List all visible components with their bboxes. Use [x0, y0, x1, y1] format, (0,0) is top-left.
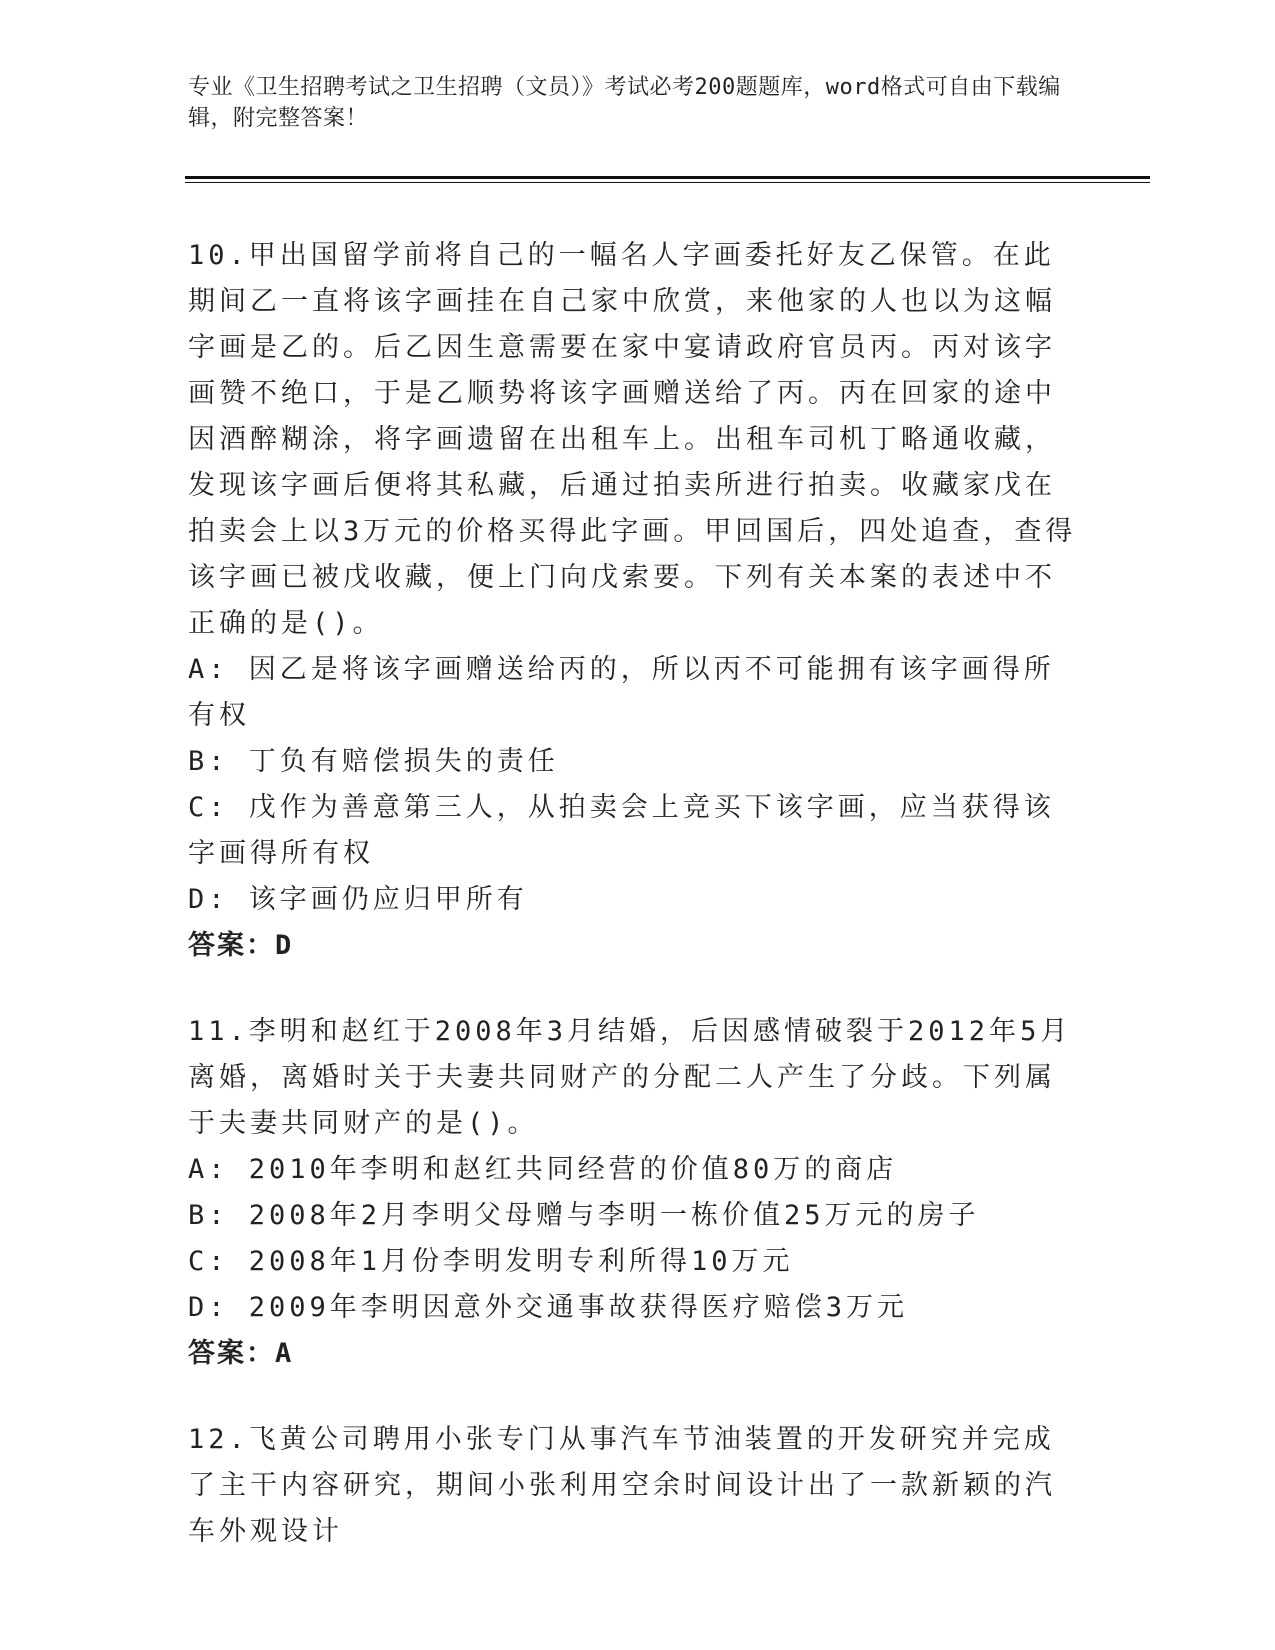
question-stem: 12.飞黄公司聘用小张专门从事汽车节油装置的开发研究并完成了主干内容研究，期间小张利用空余时间设计出了一款新颖的汽车外观设计	[188, 1424, 1056, 1547]
option-d: D: 该字画仍应归甲所有	[188, 884, 528, 915]
option-c: C: 2008年1月份李明发明专利所得10万元	[188, 1246, 794, 1277]
answer-value: D	[275, 930, 294, 961]
answer-label: 答案：	[188, 1338, 275, 1369]
question-stem: 10.甲出国留学前将自己的一幅名人字画委托好友乙保管。在此期间乙一直将该字画挂在自己家中欣赏，来他家的人也以为这幅字画是乙的。后乙因生意需要在家中宴请政府官员丙。丙对该字画赞不绝口，于是乙顺势将该字画赠送给了丙。丙在回家的途中因酒醉糊涂，将字画遗留在出租车上。出租车司机丁略通收藏，发现该字画后便将其私藏，后通过拍卖所进行拍卖。收藏家戊在拍卖会上以3万元的价格买得此字画。甲回国后，四处追查，查得该字画已被戊收藏，便上门向戊索要。下列有关本案的表述中不正确的是()。	[188, 240, 1077, 639]
document-header: 专业《卫生招聘考试之卫生招聘（文员）》考试必考200题题库，word格式可自由下载编辑，附完整答案！	[188, 75, 1061, 131]
answer-value: A	[275, 1338, 294, 1369]
answer-line	[188, 923, 1078, 969]
question-12	[188, 1417, 1078, 1555]
option-a: A: 因乙是将该字画赠送给丙的，所以丙不可能拥有该字画得所有权	[188, 654, 1055, 731]
answer-label: 答案：	[188, 930, 275, 961]
question-11	[188, 1009, 1078, 1377]
option-b: B: 丁负有赔偿损失的责任	[188, 746, 559, 777]
option-c: C: 戊作为善意第三人，从拍卖会上竞买下该字画，应当获得该字画得所有权	[188, 792, 1055, 869]
header-divider	[185, 176, 1150, 179]
question-list	[188, 233, 1078, 1595]
option-b: B: 2008年2月李明父母赠与李明一栋价值25万元的房子	[188, 1200, 980, 1231]
option-d: D: 2009年李明因意外交通事故获得医疗赔偿3万元	[188, 1292, 909, 1323]
question-10	[188, 233, 1078, 969]
question-stem: 11.李明和赵红于2008年3月结婚，后因感情破裂于2012年5月离婚，离婚时关于夫妻共同财产的分配二人产生了分歧。下列属于夫妻共同财产的是()。	[188, 1016, 1072, 1139]
answer-line	[188, 1331, 1078, 1377]
option-a: A: 2010年李明和赵红共同经营的价值80万的商店	[188, 1154, 898, 1185]
